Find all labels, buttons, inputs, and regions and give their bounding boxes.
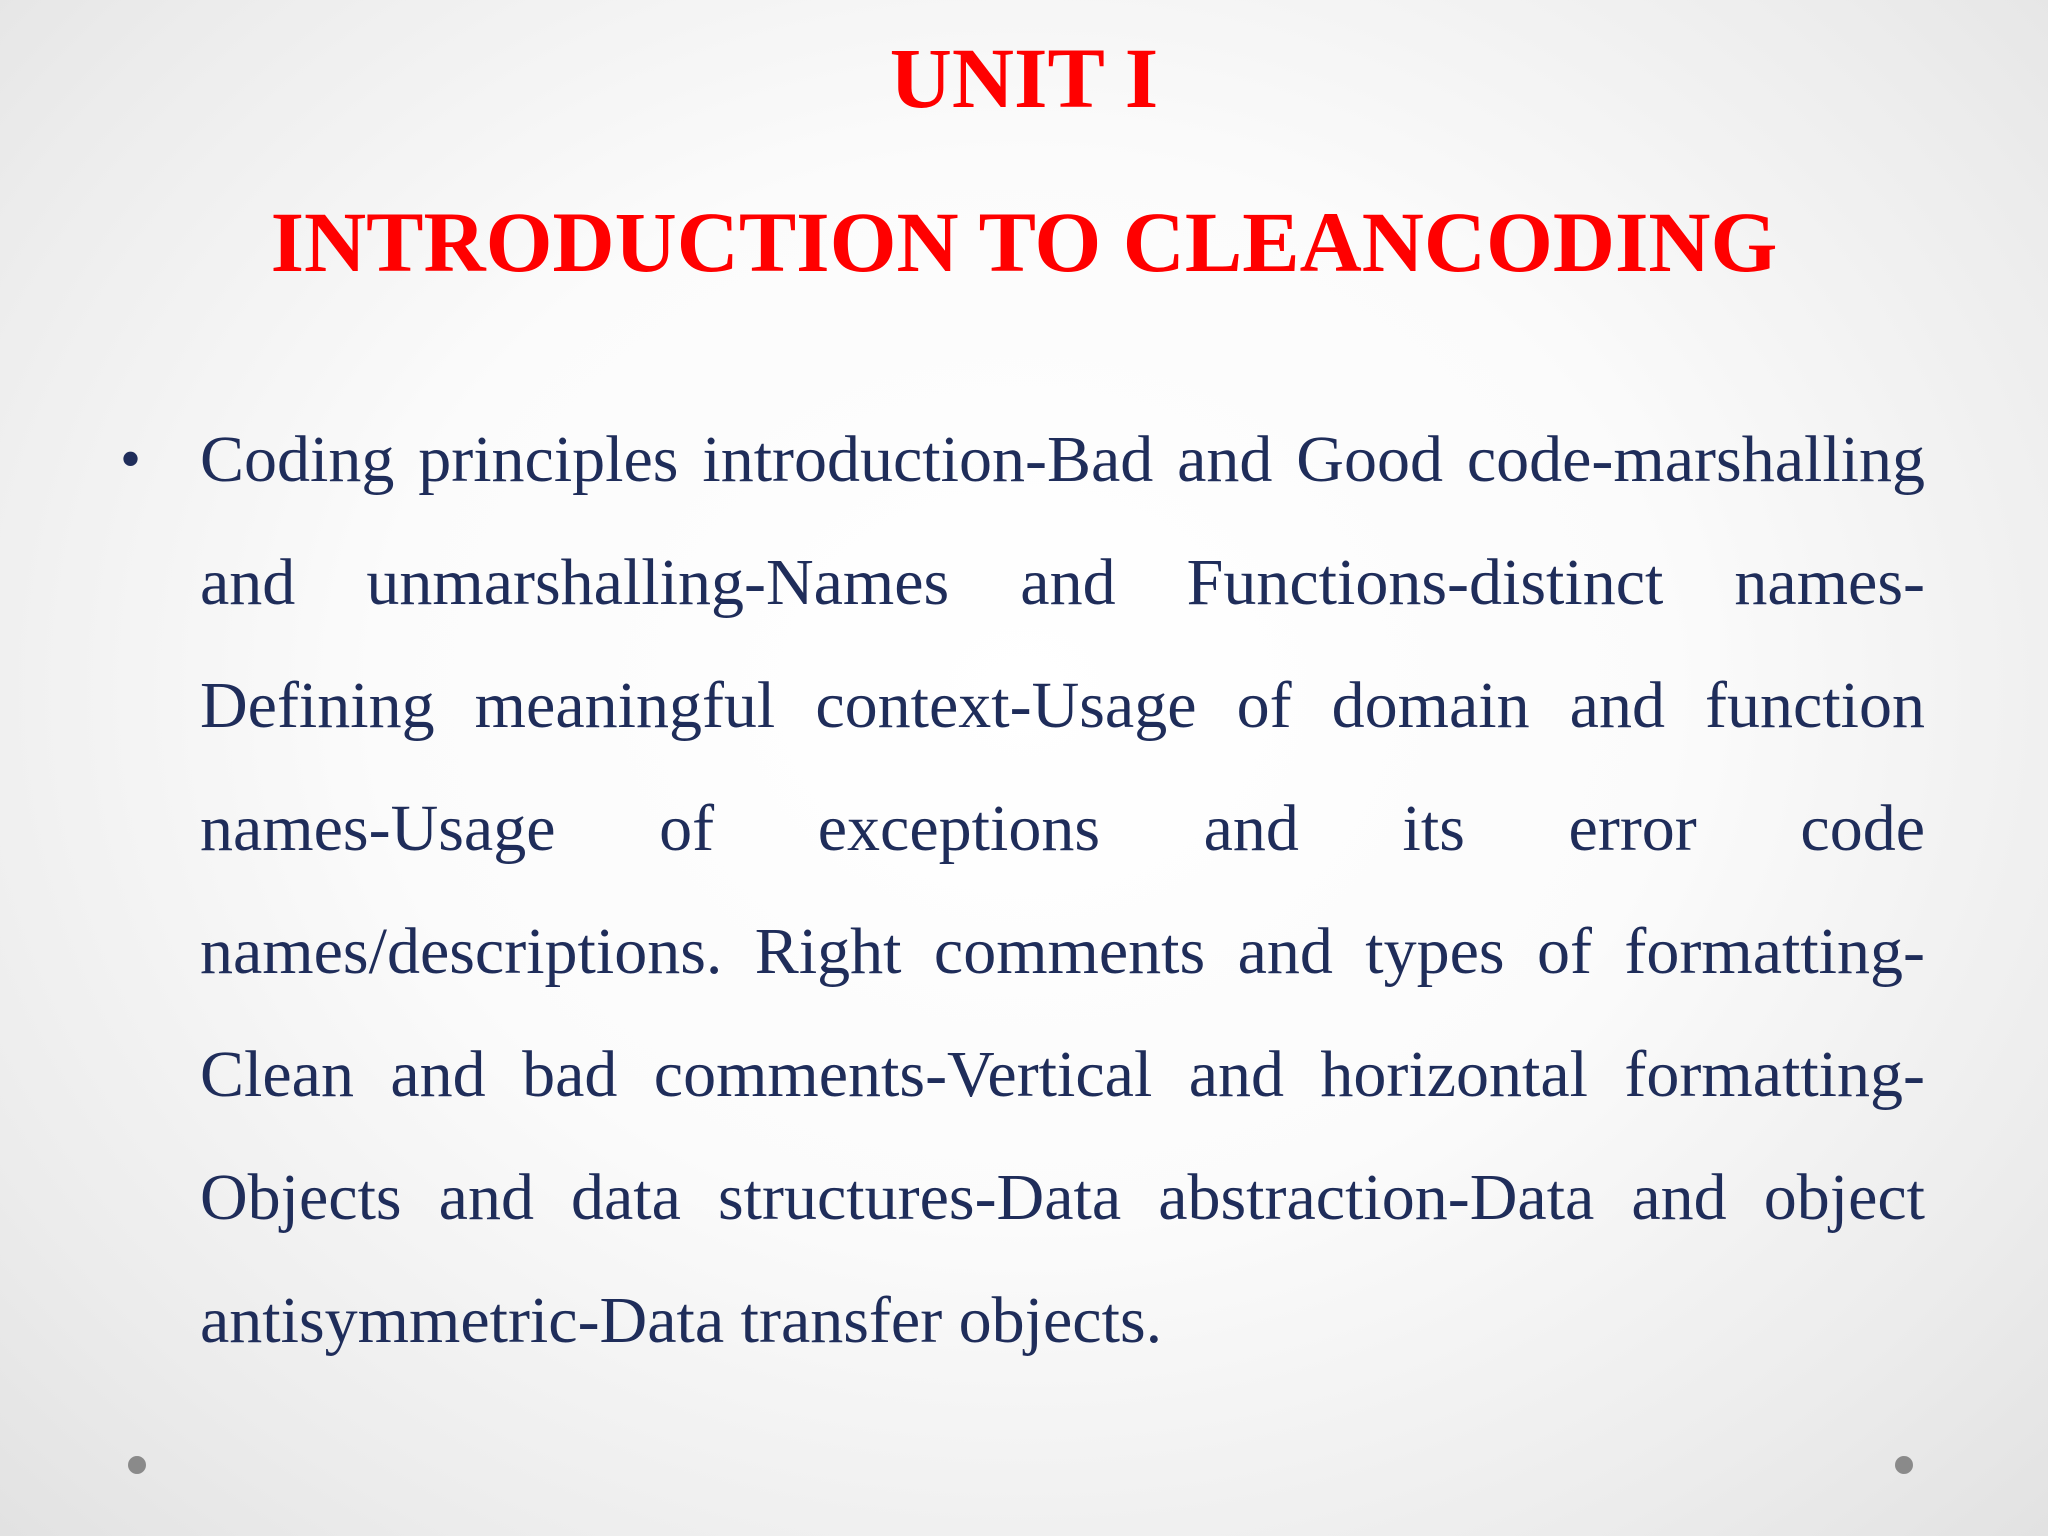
right-corner-dot-icon	[1895, 1456, 1913, 1474]
slide-title-unit: UNIT I	[889, 30, 1159, 126]
left-corner-dot-icon	[128, 1456, 146, 1474]
bullet-item-text: Coding principles introduction-Bad and Good code-marshalling and unmarshalling-Names and Functions-distinct names-Defining meaningful context-Usage of domain and function names-Usage of exceptions and its error code names/descriptions. Right comments and types of formatting-Clean and bad comments-Vertical and horizontal formatting-Objects and data structures-Data abstraction-Data and object antisymmetric-Data transfer objects.	[200, 423, 1925, 1357]
slide-title-topic: INTRODUCTION TO CLEANCODING	[270, 194, 1778, 290]
bullet-icon: •	[120, 426, 142, 492]
